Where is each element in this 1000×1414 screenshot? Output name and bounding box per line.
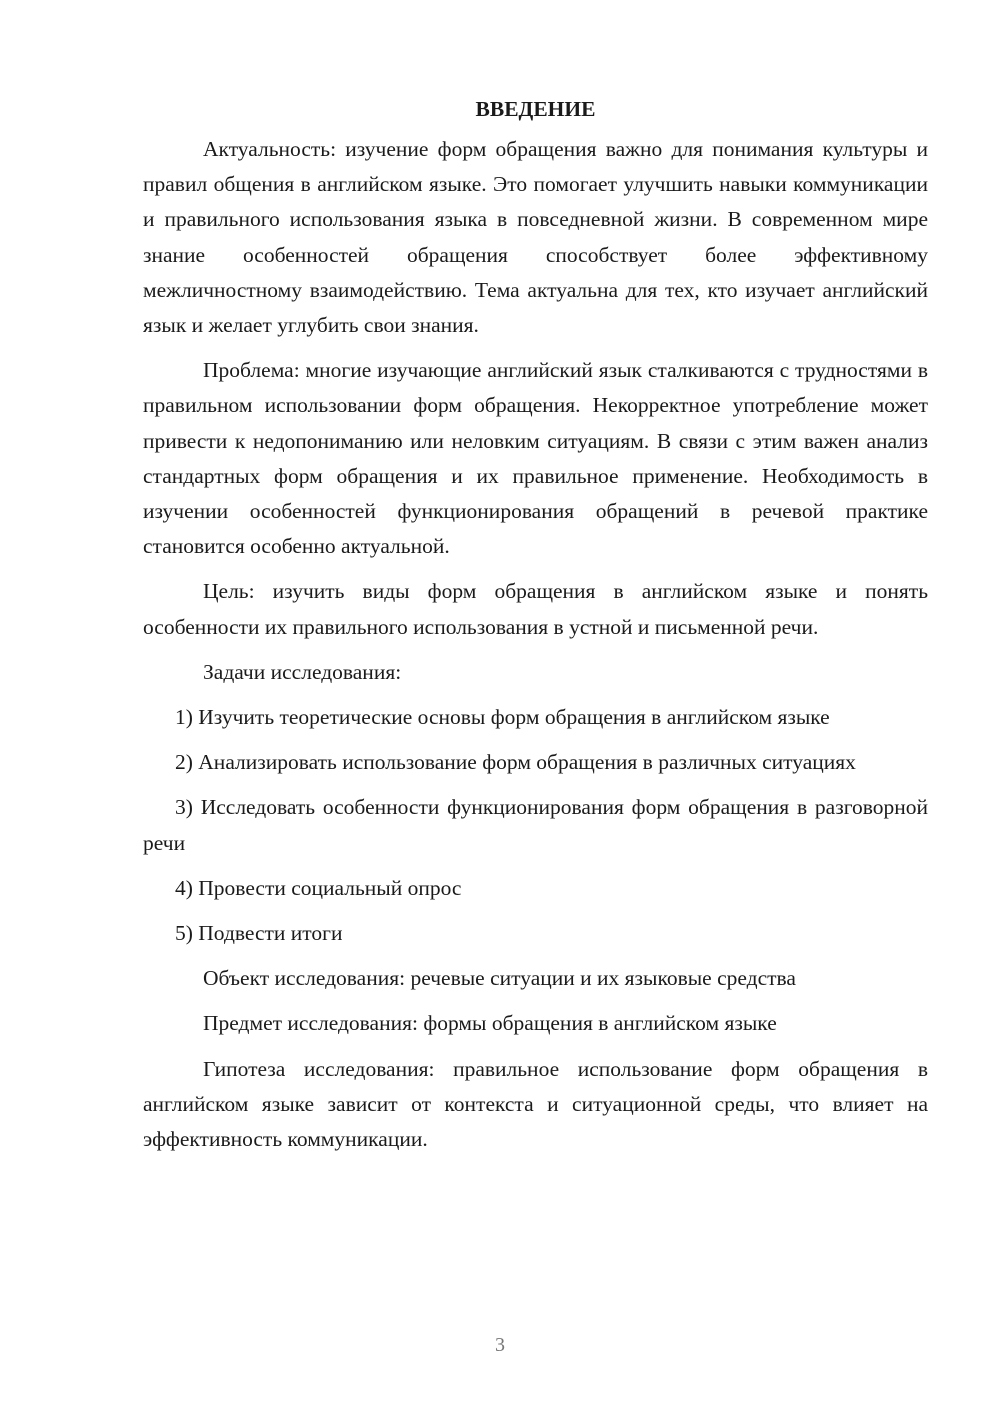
task-item-2: 2) Анализировать использование форм обращения в различных ситуациях [175,750,856,775]
paragraph-object: Объект исследования: речевые ситуации и их языковые средства [203,966,796,991]
document-page [143,92,928,1167]
paragraph-goal: Цель: изучить виды форм обращения в английском языке и понять особенности их правильного использования в устной и письменной речи. [143,579,928,639]
paragraph-relevance: Актуальность: изучение форм обращения важно для понимания культуры и правил общения в английском языке. Это помогает улучшить навыки коммуникации и правильного использования языка в повседневной жизни. В современном мире знание особенностей обращения способствует более эффективному межличностному взаимодействию. Тема актуальна для тех, кто изучает английский язык и желает углубить свои знания. [143,137,928,338]
task-item-3: 3) Исследовать особенности функционирования форм обращения в разговорной речи [143,795,928,855]
task-item-5: 5) Подвести итоги [175,921,343,946]
paragraph-hypothesis: Гипотеза исследования: правильное использование форм обращения в английском языке зависит от контекста и ситуационной среды, что влияет на эффективность коммуникации. [143,1056,928,1152]
task-item-4: 4) Провести социальный опрос [175,875,462,900]
task-item-1: 1) Изучить теоретические основы форм обращения в английском языке [175,705,830,730]
section-title: ВВЕДЕНИЕ [475,97,596,121]
paragraph-problem: Проблема: многие изучающие английский язык сталкиваются с трудностями в правильном использовании форм обращения. Некорректное употребление может привести к недопониманию или неловким ситуациям. В связи с этим важен анализ стандартных форм обращения и их правильное применение. Необходимость в изучении особенностей функционирования обращений в речевой практике становится особенно актуальной. [143,358,928,559]
paragraph-subject: Предмет исследования: формы обращения в английском языке [203,1011,777,1036]
page-number: 3 [495,1334,505,1356]
tasks-heading: Задачи исследования: [203,659,402,684]
